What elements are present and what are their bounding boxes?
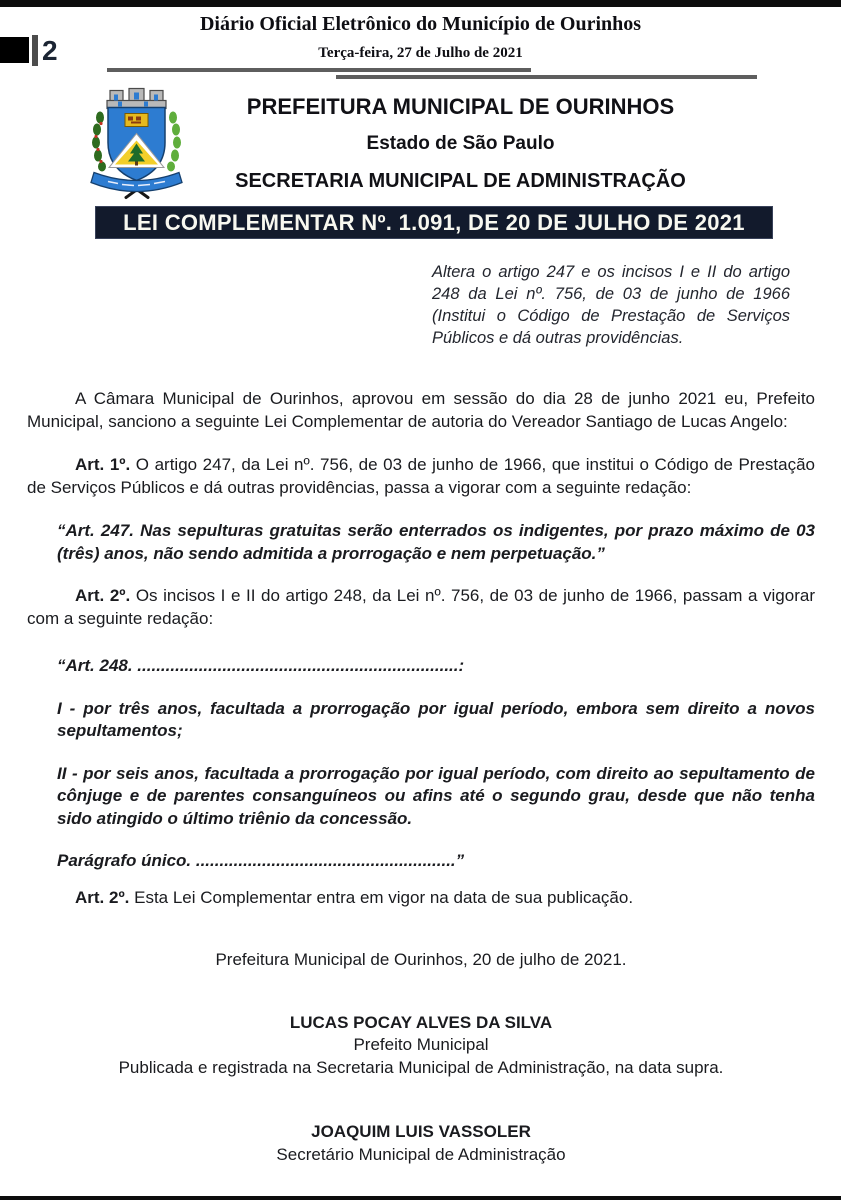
article-1-text: O artigo 247, da Lei nº. 756, de 03 de junho de 1966, que institui o Código de Prestação de Serviços Públicos e dá outras providências, passa a vigorar com a seguinte redação: bbox=[27, 455, 815, 497]
page-number: 2 bbox=[42, 34, 58, 66]
secretary-name: JOAQUIM LUIS VASSOLER bbox=[311, 1122, 531, 1141]
final-article-text: Esta Lei Complementar entra em vigor na data de sua publicação. bbox=[129, 887, 634, 907]
masthead-rule-right bbox=[336, 75, 757, 79]
mayor-name: LUCAS POCAY ALVES DA SILVA bbox=[289, 1012, 553, 1032]
letterhead-municipality: PREFEITURA MUNICIPAL DE OURINHOS bbox=[246, 94, 675, 119]
preamble-paragraph: A Câmara Municipal de Ourinhos, aprovou em sessão do dia 28 de junho 2021 eu, Prefeito Municipal, sanciono a seguinte Lei Complementar de autoria do Vereador Santiago de Lucas Angelo: bbox=[27, 389, 815, 431]
letterhead-secretariat: SECRETARIA MUNICIPAL DE ADMINISTRAÇÃO bbox=[235, 170, 686, 192]
article-1-paragraph bbox=[27, 454, 815, 499]
item-i-paragraph: I - por três anos, facultada a prorrogação por igual período, embora sem direito a novos sepultamentos; bbox=[57, 698, 815, 740]
article-2-paragraph bbox=[27, 585, 815, 630]
sole-paragraph: Parágrafo único. .......................................................” bbox=[57, 851, 465, 870]
quoted-article-248: “Art. 248. ....................................................................: bbox=[57, 656, 465, 675]
final-article-paragraph bbox=[27, 887, 815, 910]
top-border bbox=[0, 0, 841, 7]
signature-mayor bbox=[27, 1012, 815, 1080]
quoted-article-247: “Art. 247. Nas sepulturas gratuitas serão enterrados os indigentes, por prazo máximo de 03 (três) anos, não sendo admitida a prorrogação e nem perpetuação.” bbox=[57, 521, 815, 563]
final-article-label: Art. 2º. bbox=[75, 887, 130, 907]
gazette-date: Terça-feira, 27 de Julho de 2021 bbox=[318, 45, 523, 61]
article-2-text: Os incisos I e II do artigo 248, da Lei nº. 756, de 03 de junho de 1966, passam a vigorar com a seguinte redação: bbox=[27, 586, 815, 628]
law-summary: Altera o artigo 247 e os incisos I e II do artigo 248 da Lei nº. 756, de 03 de junho de 1966 (Institui o Código de Prestação de Serviços Públicos e dá outras providências. bbox=[432, 263, 790, 347]
letterhead bbox=[80, 92, 841, 193]
bottom-border bbox=[0, 1196, 841, 1200]
page-number-marker bbox=[0, 37, 29, 63]
secretary-role: Secretário Municipal de Administração bbox=[276, 1144, 566, 1164]
gazette-title: Diário Oficial Eletrônico do Município de Ourinhos bbox=[199, 13, 642, 35]
letterhead-state: Estado de São Paulo bbox=[366, 133, 555, 154]
law-title-banner bbox=[95, 206, 773, 239]
article-1-label: Art. 1º. bbox=[75, 455, 131, 474]
item-ii-paragraph: II - por seis anos, facultada a prorrogação por igual período, com direito ao sepultamento de cônjuge e de parentes consanguíneos ou afins até o segundo grau, desde que não tenha sido atingido o último triênio da concessão. bbox=[57, 763, 815, 828]
page-number-block bbox=[0, 34, 58, 66]
registration-note: Publicada e registrada na Secretaria Municipal de Administração, na data supra. bbox=[118, 1057, 724, 1077]
masthead-rule-left bbox=[107, 68, 531, 72]
law-body bbox=[27, 388, 815, 1166]
mayor-role: Prefeito Municipal bbox=[353, 1035, 489, 1054]
signature-secretary bbox=[27, 1121, 815, 1166]
article-2-label: Art. 2º. bbox=[75, 586, 131, 605]
dateline: Prefeitura Municipal de Ourinhos, 20 de julho de 2021. bbox=[215, 950, 627, 969]
page-number-tick bbox=[32, 35, 38, 66]
law-title: LEI COMPLEMENTAR Nº. 1.091, DE 20 DE JULHO DE 2021 bbox=[123, 209, 745, 235]
